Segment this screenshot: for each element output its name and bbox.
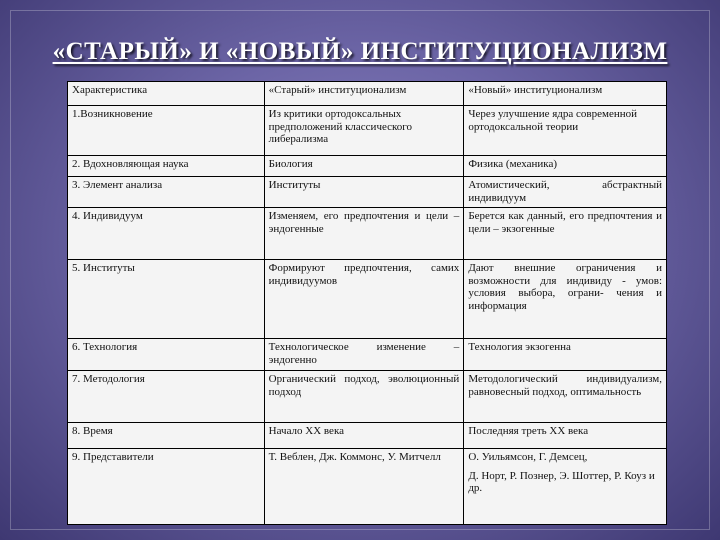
row-label: 2. Вдохновляющая наука	[68, 156, 265, 177]
table-row	[68, 449, 667, 525]
table-row	[68, 423, 667, 449]
header-old-institutionalism: «Старый» институционализм	[264, 82, 464, 106]
table-row	[68, 156, 667, 177]
row-old-value: Институты	[264, 177, 464, 208]
row-old-value: Из критики ортодоксальных предположений классического либерализма	[264, 106, 464, 156]
row-new-value: Через улучшение ядра современной ортодоксальной теории	[464, 106, 667, 156]
row-label: 3. Элемент анализа	[68, 177, 265, 208]
row-new-value-cell	[464, 449, 667, 525]
row-old-value: Начало XX века	[264, 423, 464, 449]
table-row	[68, 339, 667, 371]
table-header-row	[68, 82, 667, 106]
table-row	[68, 177, 667, 208]
table-row	[68, 371, 667, 423]
row-new-value: Берется как данный, его предпочтения и цели – экзогенные	[464, 208, 667, 260]
row-new-value: Технология экзогенна	[464, 339, 667, 371]
row-old-value: Биология	[264, 156, 464, 177]
row-label: 5. Институты	[68, 260, 265, 339]
row-old-value: Технологическое изменение – эндогенно	[264, 339, 464, 371]
row-new-value: Методологический индивидуализм, равновесный подход, оптимальность	[464, 371, 667, 423]
row-label: 8. Время	[68, 423, 265, 449]
row-old-value: Формируют предпочтения, самих индивидуумов	[264, 260, 464, 339]
row-old-value: Изменяем, его предпочтения и цели – эндогенные	[264, 208, 464, 260]
row-old-value: Т. Веблен, Дж. Коммонс, У. Митчелл	[264, 449, 464, 525]
row-new-value: Атомистический, абстрактный индивидуум	[464, 177, 667, 208]
representatives-line-1: О. Уильямсон, Г. Демсец,	[468, 451, 588, 463]
row-new-value: Физика (механика)	[464, 156, 667, 177]
slide-title: «СТАРЫЙ» И «НОВЫЙ» ИНСТИТУЦИОНАЛИЗМ	[52, 38, 668, 65]
row-label: 9. Представители	[68, 449, 265, 525]
row-label: 6. Технология	[68, 339, 265, 371]
header-new-institutionalism: «Новый» институционализм	[464, 82, 667, 106]
row-new-value: Дают внешние ограничения и возможности для индивиду - умов: условия выбора, ограни- чения и информация	[464, 260, 667, 339]
row-label: 7. Методология	[68, 371, 265, 423]
table-row	[68, 260, 667, 339]
comparison-table	[67, 81, 667, 525]
representatives-line-2: Д. Норт, Р. Познер, Э. Шоттер, Р. Коуз и др.	[468, 469, 655, 494]
header-characteristic: Характеристика	[68, 82, 265, 106]
row-label: 1.Возникновение	[68, 106, 265, 156]
row-new-value: Последняя треть XX века	[464, 423, 667, 449]
row-old-value: Органический подход, эволюционный подход	[264, 371, 464, 423]
row-label: 4. Индивидуум	[68, 208, 265, 260]
table-row	[68, 106, 667, 156]
table-row	[68, 208, 667, 260]
